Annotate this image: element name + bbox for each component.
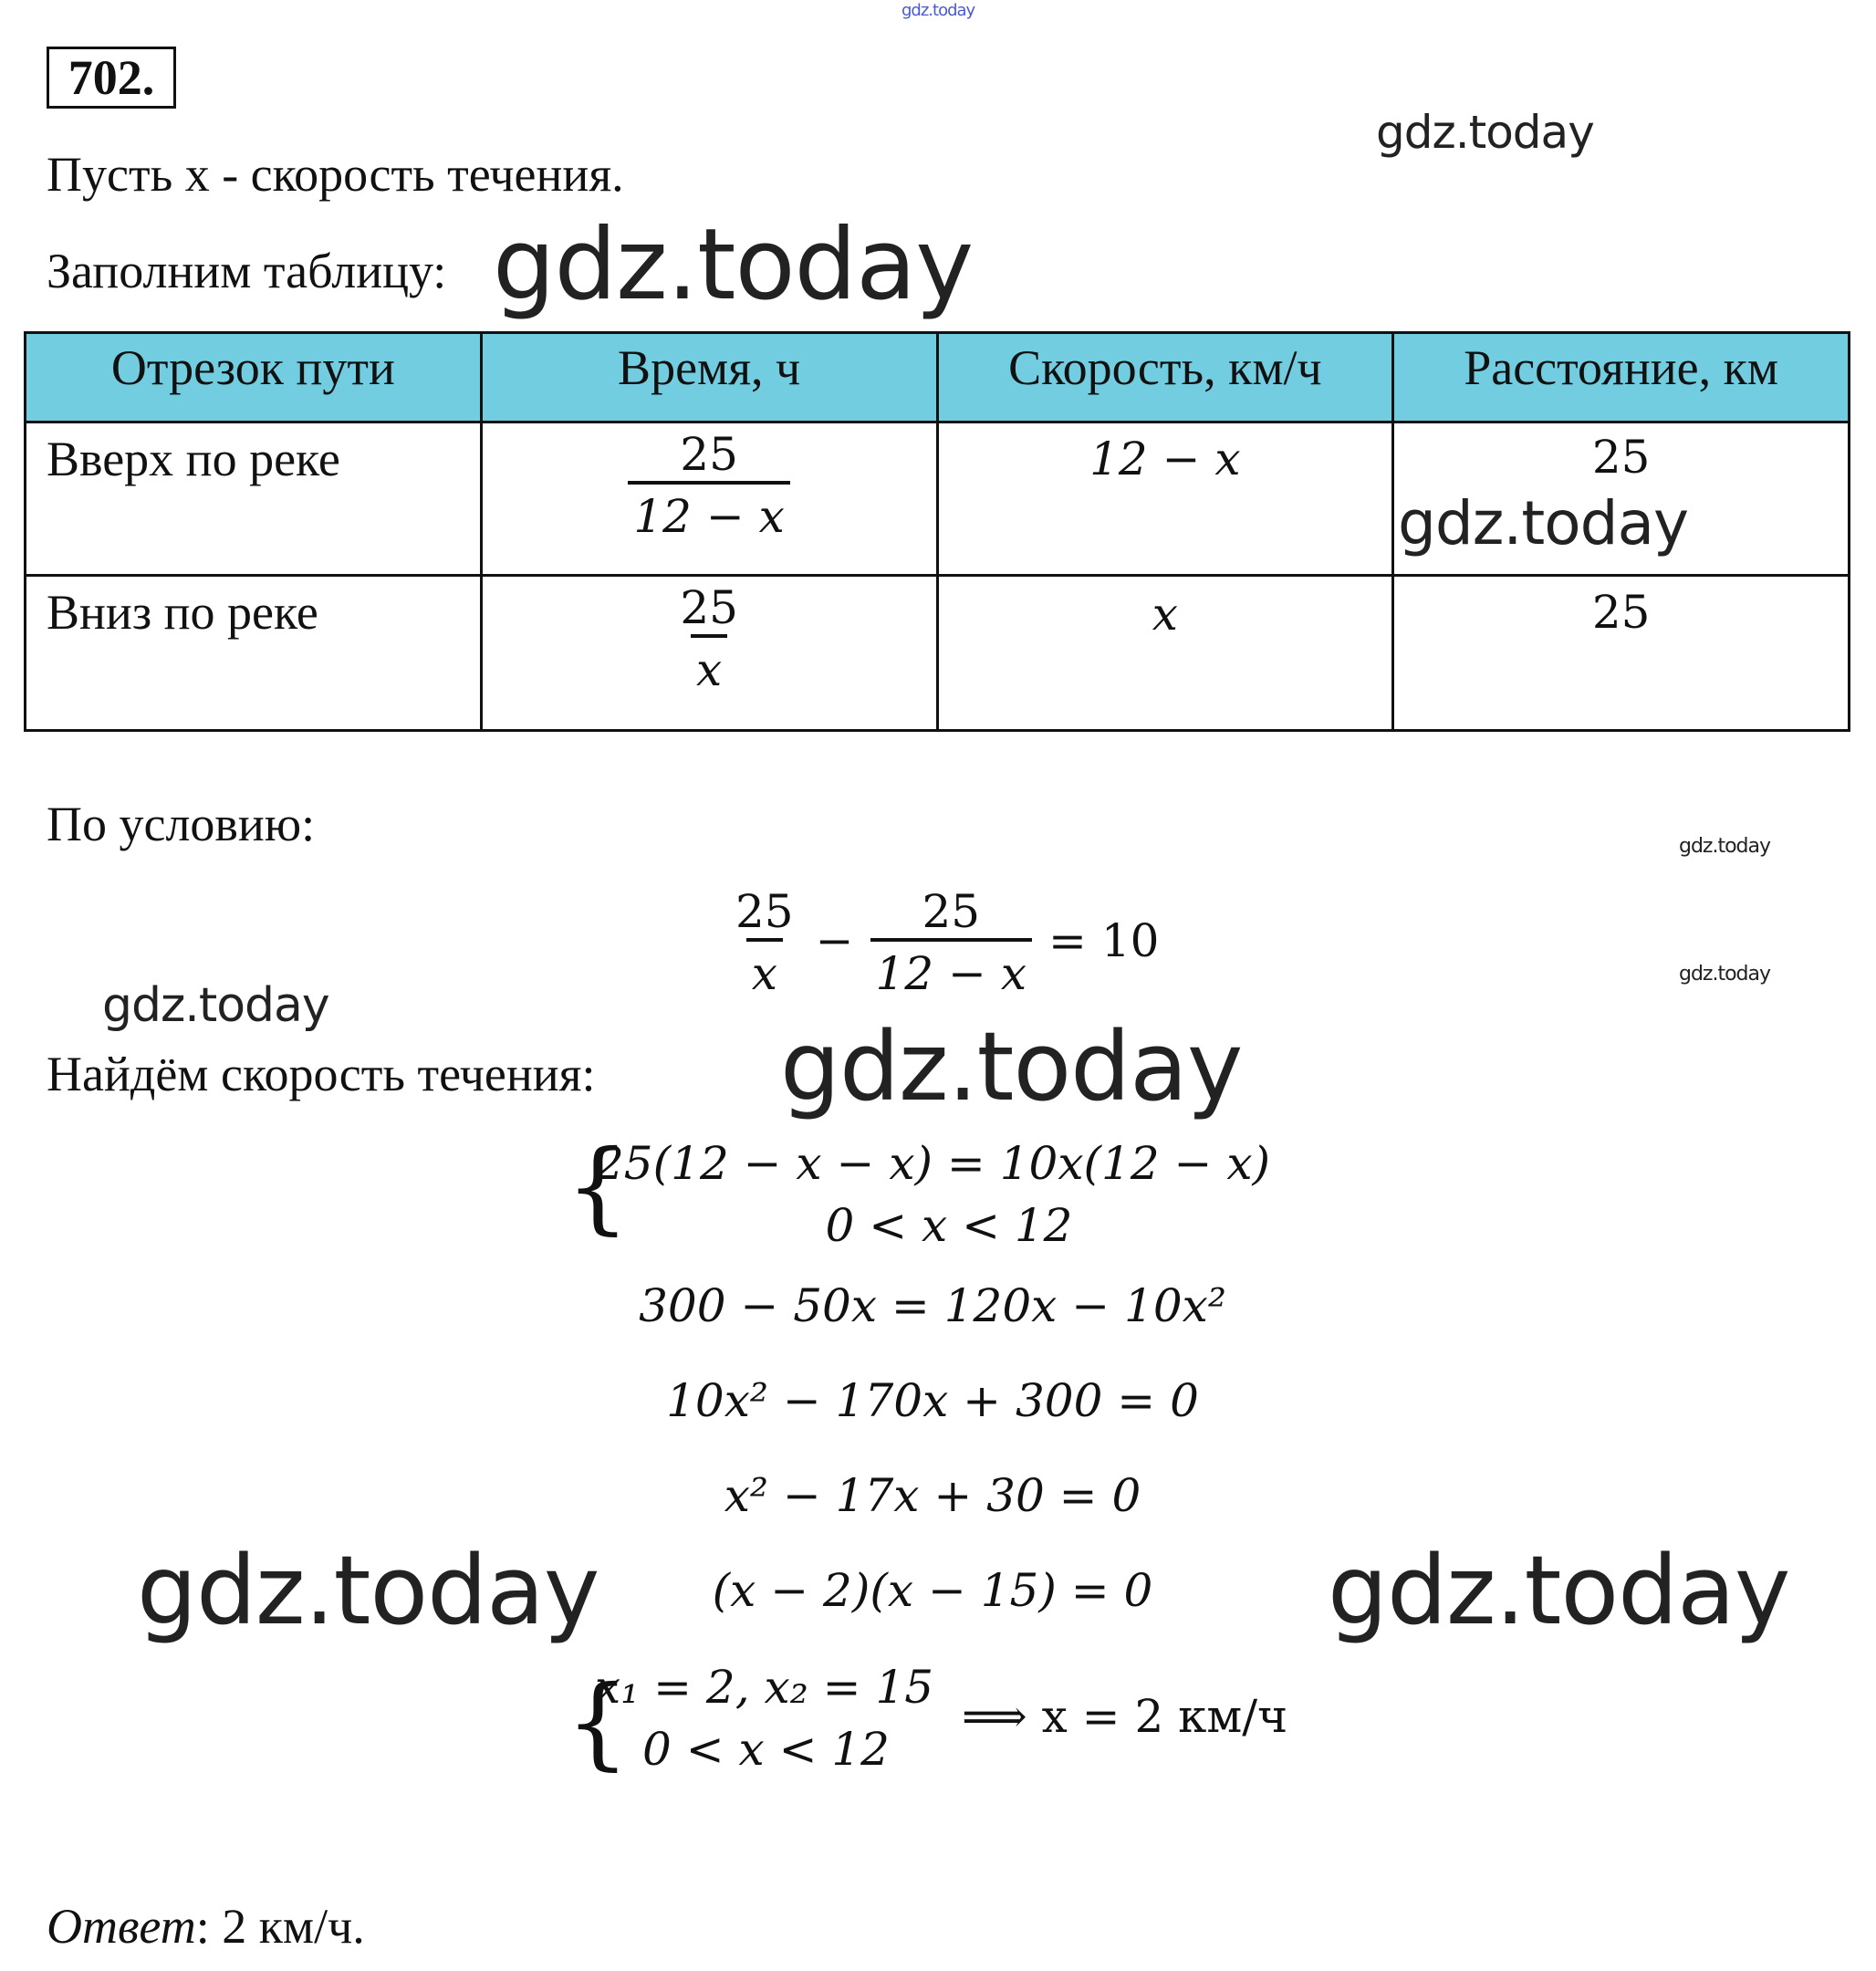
speed-cell: x: [937, 576, 1393, 731]
fill-table-label: Заполним таблицу:: [47, 244, 447, 298]
step-3: x² − 17x + 30 = 0: [724, 1469, 1141, 1522]
numerator: 25: [922, 885, 981, 938]
speed-cell: 12 − x: [937, 422, 1393, 576]
watermark: gdz.today: [1679, 963, 1771, 986]
header-speed: Скорость, км/ч: [937, 333, 1393, 422]
intro-text: Пусть x - скорость течения.: [47, 147, 624, 202]
fraction-denominator: 12 − x: [628, 481, 790, 543]
fraction: [870, 885, 1033, 1000]
watermark: gdz.today: [1679, 835, 1771, 858]
condition-equation: [730, 881, 1159, 1000]
system1-eq1: 25(12 − x − x) = 10x(12 − x): [595, 1137, 1271, 1190]
problem-number: 702.: [47, 47, 176, 109]
watermark: gdz.today: [137, 1535, 599, 1646]
answer-value: : 2 км/ч.: [195, 1899, 365, 1954]
distance-cell: 25: [1393, 422, 1850, 576]
header-distance: Расстояние, км: [1393, 333, 1850, 422]
denominator: 12 − x: [870, 938, 1033, 1000]
watermark: gdz.today: [1376, 106, 1594, 159]
time-cell: [481, 422, 937, 576]
fraction-denominator: x: [691, 634, 727, 696]
system2-eq1: x₁ = 2, x₂ = 15: [595, 1661, 934, 1714]
conclusion: ⟹ x = 2 км/ч: [962, 1690, 1288, 1743]
segment-cell: Вверх по реке: [26, 422, 482, 576]
header-segment: Отрезок пути: [26, 333, 482, 422]
step-1: 300 − 50x = 120x − 10x²: [639, 1279, 1226, 1332]
minus-sign: −: [815, 914, 854, 967]
fraction: [730, 885, 799, 1000]
watermark: gdz.today: [1328, 1535, 1790, 1646]
step-4: (x − 2)(x − 15) = 0: [712, 1564, 1153, 1617]
system-brace: {: [566, 1128, 630, 1245]
condition-label: По условию:: [47, 797, 316, 851]
system2-eq2: 0 < x < 12: [642, 1723, 890, 1776]
system-brace: {: [566, 1663, 630, 1780]
fraction-numerator: 25: [680, 581, 738, 634]
watermark: gdz.today: [493, 208, 974, 322]
numerator: 25: [735, 885, 794, 938]
segment-cell: Вниз по реке: [26, 576, 482, 731]
watermark: gdz.today: [102, 978, 329, 1033]
equation-rhs: = 10: [1048, 914, 1160, 967]
header-time: Время, ч: [481, 333, 937, 422]
distance-cell: 25: [1393, 576, 1850, 731]
system1-eq2: 0 < x < 12: [825, 1199, 1073, 1252]
watermark-top: gdz.today: [902, 1, 975, 20]
answer-label: Ответ: [47, 1899, 196, 1954]
step-2: 10x² − 170x + 300 = 0: [666, 1374, 1199, 1427]
denominator: x: [746, 938, 783, 1000]
watermark: gdz.today: [1398, 488, 1689, 558]
fraction-numerator: 25: [680, 428, 738, 481]
answer: [47, 1898, 365, 1955]
find-label: Найдём скорость течения:: [47, 1047, 596, 1101]
table-row: [26, 576, 1850, 731]
watermark: gdz.today: [780, 1011, 1243, 1122]
time-cell: [481, 576, 937, 731]
